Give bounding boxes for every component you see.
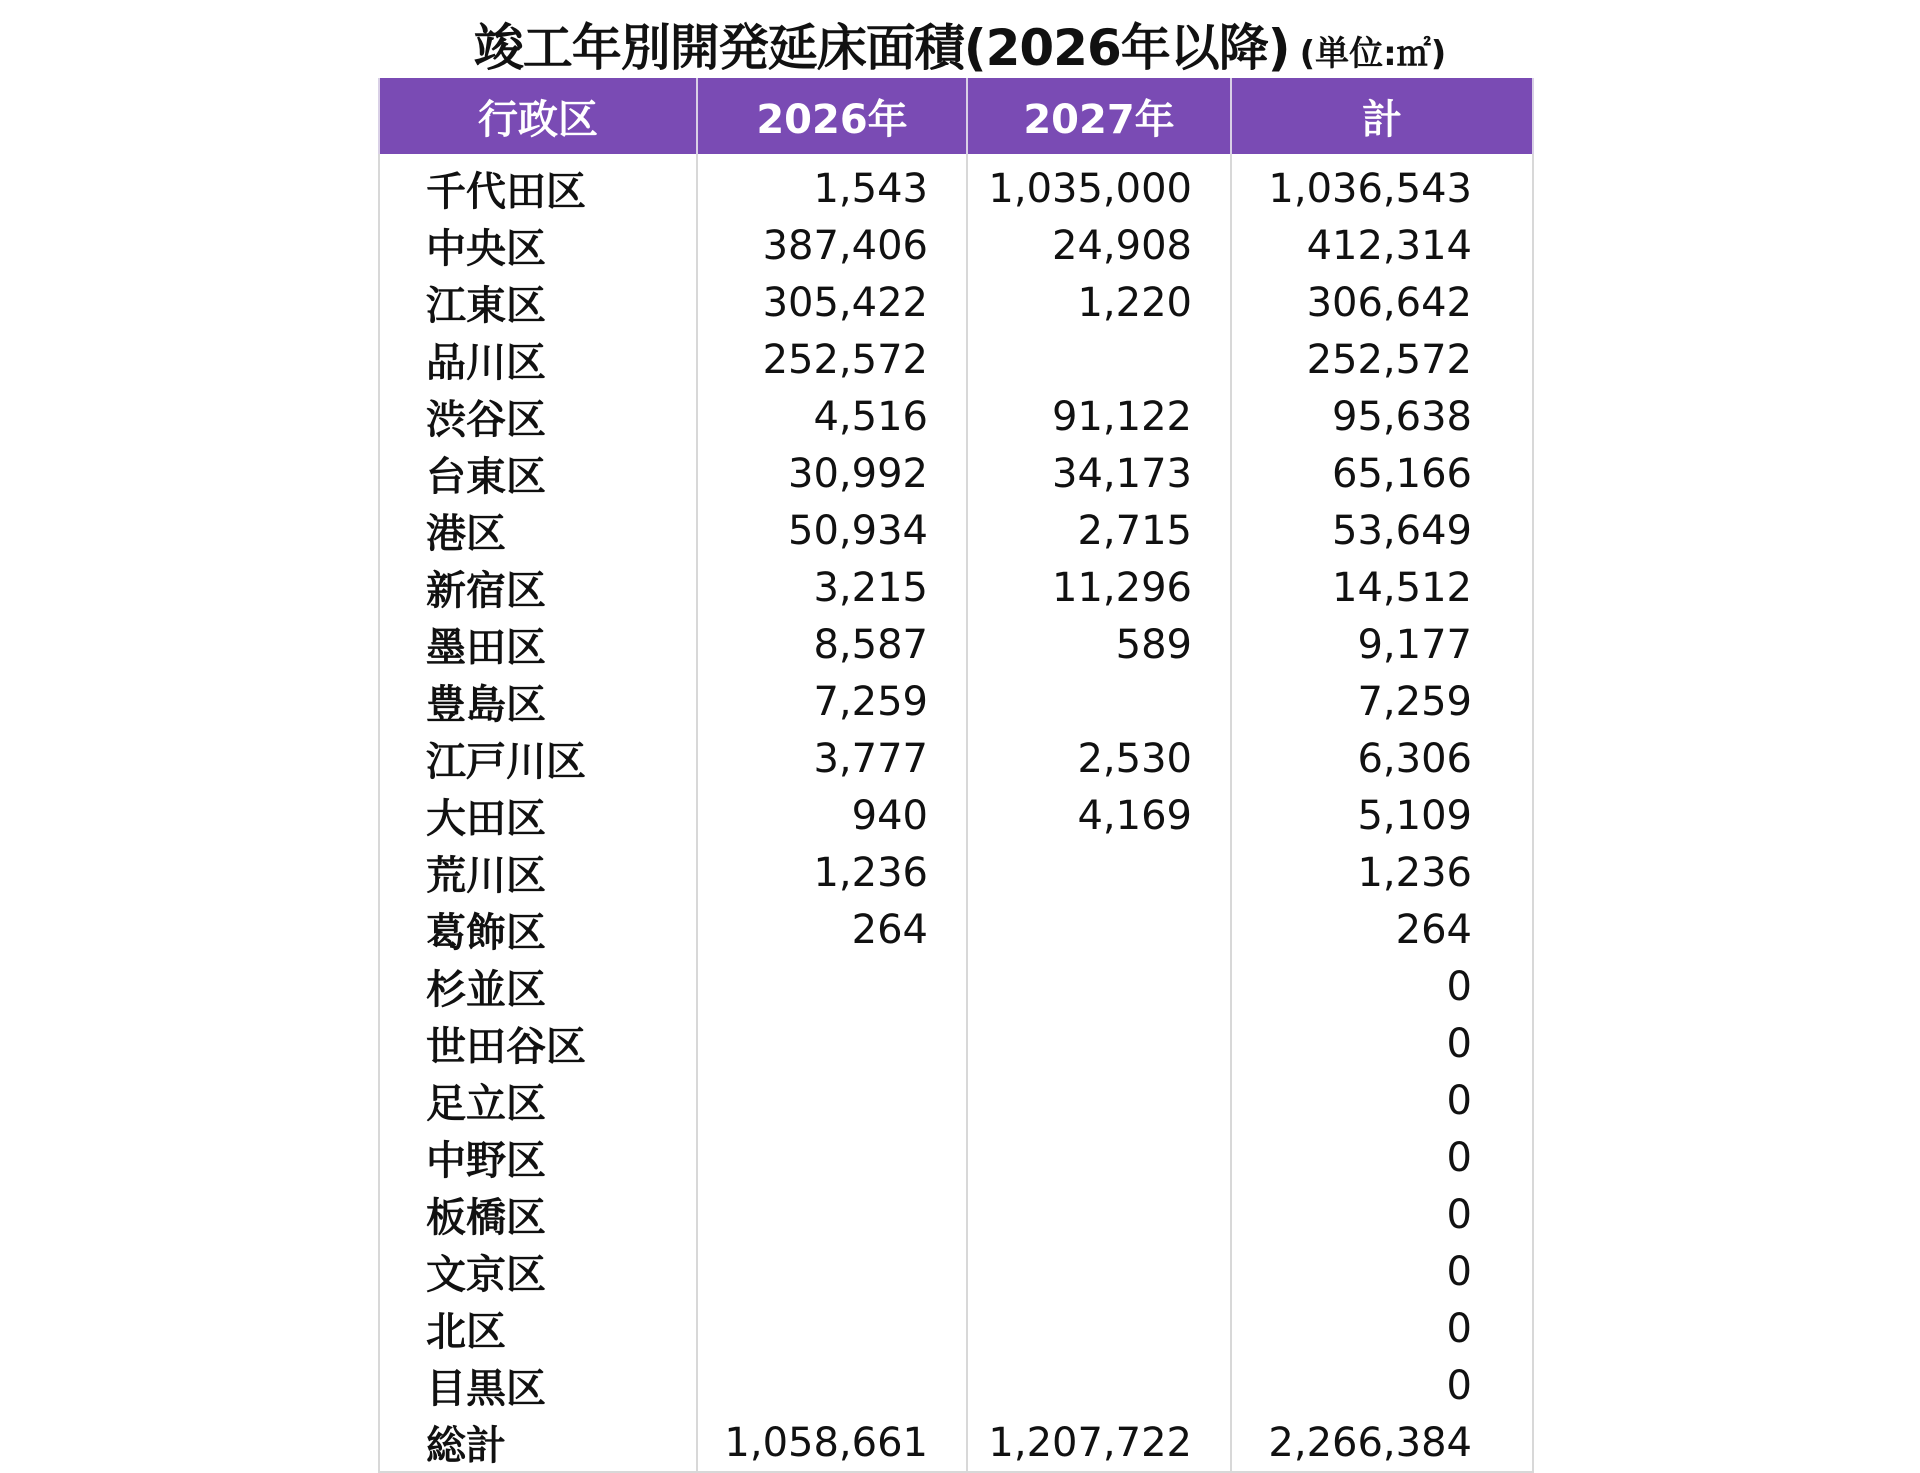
total-cell: 0: [1231, 1243, 1533, 1300]
ward-name-cell: 墨田区: [379, 616, 697, 673]
ward-name-cell: 葛飾区: [379, 901, 697, 958]
table-row: [379, 901, 1533, 958]
grand-total-row: [379, 1414, 1533, 1472]
ward-name-cell: 文京区: [379, 1243, 697, 1300]
total-cell: 95,638: [1231, 388, 1533, 445]
total-cell: 9,177: [1231, 616, 1533, 673]
value-2027-cell: 589: [967, 616, 1231, 673]
value-2026-cell: 7,259: [697, 673, 967, 730]
ward-name-cell: 品川区: [379, 331, 697, 388]
ward-name-cell: 北区: [379, 1300, 697, 1357]
total-cell: 2,266,384: [1231, 1414, 1533, 1472]
total-cell: 5,109: [1231, 787, 1533, 844]
ward-name-cell: 世田谷区: [379, 1015, 697, 1072]
header-2027: 2027年: [967, 78, 1231, 154]
total-cell: 306,642: [1231, 274, 1533, 331]
value-2026-cell: [697, 1300, 967, 1357]
value-2026-cell: 3,777: [697, 730, 967, 787]
ward-name-cell: 中野区: [379, 1129, 697, 1186]
value-2026-cell: 1,058,661: [697, 1414, 967, 1472]
value-2027-cell: [967, 958, 1231, 1015]
table-row: [379, 787, 1533, 844]
total-cell: 65,166: [1231, 445, 1533, 502]
value-2027-cell: 11,296: [967, 559, 1231, 616]
table-body: [379, 154, 1533, 1472]
ward-name-cell: 足立区: [379, 1072, 697, 1129]
table-row: [379, 445, 1533, 502]
value-2026-cell: [697, 1015, 967, 1072]
table-row: [379, 1129, 1533, 1186]
table-row: [379, 502, 1533, 559]
value-2026-cell: 4,516: [697, 388, 967, 445]
value-2026-cell: 1,236: [697, 844, 967, 901]
value-2026-cell: [697, 1129, 967, 1186]
value-2027-cell: [967, 901, 1231, 958]
value-2027-cell: [967, 1015, 1231, 1072]
value-2026-cell: 387,406: [697, 217, 967, 274]
table-row: [379, 673, 1533, 730]
value-2027-cell: 2,530: [967, 730, 1231, 787]
total-cell: 1,036,543: [1231, 154, 1533, 217]
total-cell: 0: [1231, 1072, 1533, 1129]
value-2026-cell: 940: [697, 787, 967, 844]
header-ward: 行政区: [379, 78, 697, 154]
value-2027-cell: [967, 1072, 1231, 1129]
value-2026-cell: [697, 958, 967, 1015]
value-2027-cell: 34,173: [967, 445, 1231, 502]
table-row: [379, 1243, 1533, 1300]
table-row: [379, 844, 1533, 901]
header-2026: 2026年: [697, 78, 967, 154]
ward-name-cell: 大田区: [379, 787, 697, 844]
ward-name-cell: 港区: [379, 502, 697, 559]
title-unit: (単位:㎡): [1299, 34, 1447, 74]
value-2027-cell: 1,207,722: [967, 1414, 1231, 1472]
ward-name-cell: 杉並区: [379, 958, 697, 1015]
total-cell: 0: [1231, 1015, 1533, 1072]
total-cell: 412,314: [1231, 217, 1533, 274]
ward-name-cell: 総計: [379, 1414, 697, 1472]
table-row: [379, 958, 1533, 1015]
floor-area-table: [378, 78, 1534, 1473]
total-cell: 0: [1231, 958, 1533, 1015]
ward-name-cell: 目黒区: [379, 1357, 697, 1414]
table-row: [379, 154, 1533, 217]
value-2026-cell: 50,934: [697, 502, 967, 559]
table-header: [379, 78, 1533, 154]
value-2027-cell: 1,035,000: [967, 154, 1231, 217]
ward-name-cell: 板橋区: [379, 1186, 697, 1243]
value-2027-cell: 1,220: [967, 274, 1231, 331]
value-2027-cell: [967, 1129, 1231, 1186]
total-cell: 1,236: [1231, 844, 1533, 901]
table-row: [379, 388, 1533, 445]
value-2026-cell: [697, 1357, 967, 1414]
header-total: 計: [1231, 78, 1533, 154]
total-cell: 0: [1231, 1300, 1533, 1357]
page-title: [0, 8, 1920, 80]
table-row: [379, 730, 1533, 787]
ward-name-cell: 千代田区: [379, 154, 697, 217]
total-cell: 0: [1231, 1186, 1533, 1243]
ward-name-cell: 新宿区: [379, 559, 697, 616]
ward-name-cell: 渋谷区: [379, 388, 697, 445]
table-row: [379, 559, 1533, 616]
total-cell: 264: [1231, 901, 1533, 958]
value-2027-cell: 2,715: [967, 502, 1231, 559]
value-2026-cell: [697, 1186, 967, 1243]
total-cell: 53,649: [1231, 502, 1533, 559]
value-2026-cell: 305,422: [697, 274, 967, 331]
table-row: [379, 616, 1533, 673]
table-row: [379, 1186, 1533, 1243]
value-2026-cell: 30,992: [697, 445, 967, 502]
value-2027-cell: [967, 844, 1231, 901]
ward-name-cell: 江東区: [379, 274, 697, 331]
total-cell: 6,306: [1231, 730, 1533, 787]
value-2026-cell: 1,543: [697, 154, 967, 217]
header-row: [379, 78, 1533, 154]
ward-name-cell: 豊島区: [379, 673, 697, 730]
value-2027-cell: 91,122: [967, 388, 1231, 445]
value-2026-cell: 252,572: [697, 331, 967, 388]
value-2027-cell: [967, 1300, 1231, 1357]
table-row: [379, 1357, 1533, 1414]
value-2027-cell: [967, 1186, 1231, 1243]
value-2026-cell: 264: [697, 901, 967, 958]
ward-name-cell: 江戸川区: [379, 730, 697, 787]
value-2026-cell: [697, 1243, 967, 1300]
total-cell: 0: [1231, 1357, 1533, 1414]
value-2027-cell: [967, 1243, 1231, 1300]
table-row: [379, 1300, 1533, 1357]
table-row: [379, 1015, 1533, 1072]
table-row: [379, 217, 1533, 274]
value-2027-cell: 4,169: [967, 787, 1231, 844]
table-row: [379, 1072, 1533, 1129]
total-cell: 14,512: [1231, 559, 1533, 616]
ward-name-cell: 中央区: [379, 217, 697, 274]
title-main: 竣工年別開発延床面積(2026年以降): [473, 19, 1290, 77]
value-2026-cell: 8,587: [697, 616, 967, 673]
table-row: [379, 331, 1533, 388]
value-2027-cell: [967, 673, 1231, 730]
value-2027-cell: [967, 331, 1231, 388]
value-2026-cell: [697, 1072, 967, 1129]
total-cell: 7,259: [1231, 673, 1533, 730]
total-cell: 252,572: [1231, 331, 1533, 388]
value-2027-cell: [967, 1357, 1231, 1414]
total-cell: 0: [1231, 1129, 1533, 1186]
ward-name-cell: 台東区: [379, 445, 697, 502]
table-row: [379, 274, 1533, 331]
ward-name-cell: 荒川区: [379, 844, 697, 901]
value-2027-cell: 24,908: [967, 217, 1231, 274]
value-2026-cell: 3,215: [697, 559, 967, 616]
